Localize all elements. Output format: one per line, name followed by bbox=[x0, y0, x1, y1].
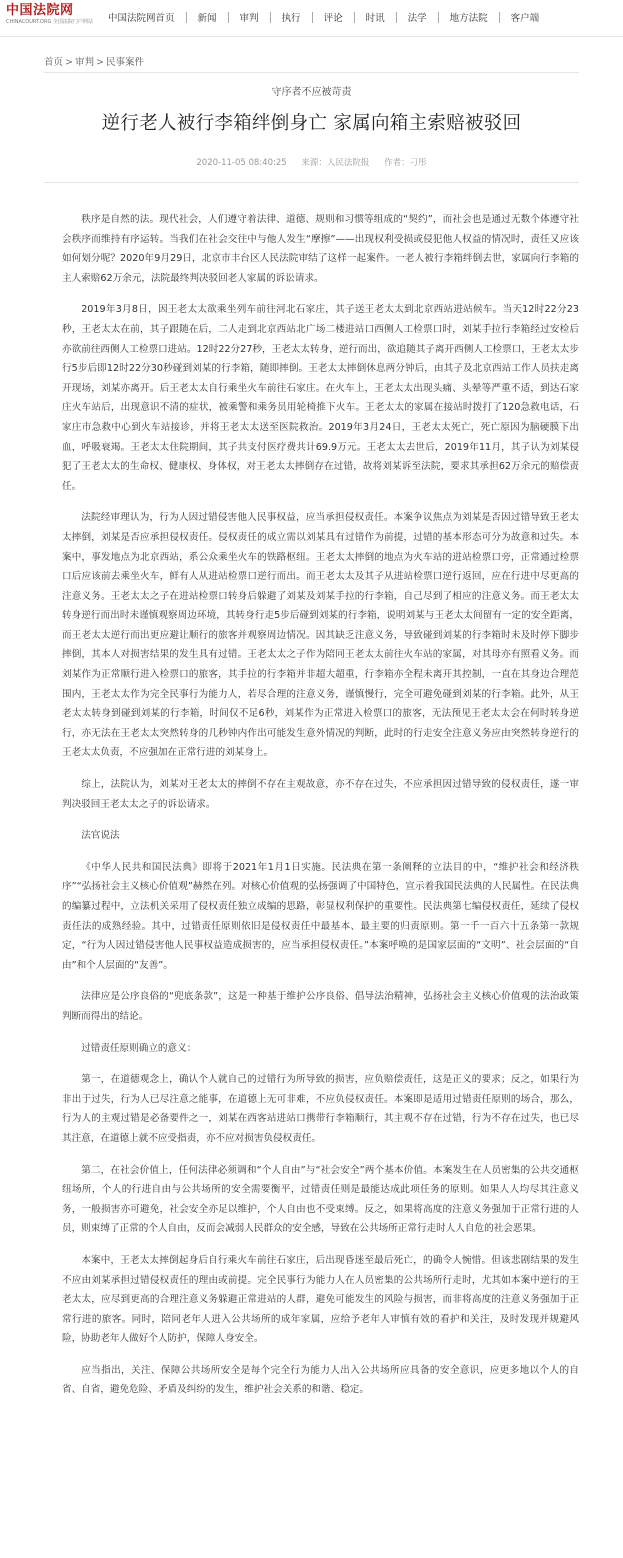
breadcrumb-trial[interactable]: 审判 bbox=[74, 57, 94, 68]
article-paragraph: 应当指出，关注、保障公共场所安全是每个完全行为能力人出入公共场所应具备的安全意识，应更多地以个人的自省、自省，避免危险、矛盾及纠纷的发生，维护社会关系的和谐、稳定。 bbox=[62, 1364, 579, 1396]
nav-divider bbox=[438, 12, 439, 23]
divider bbox=[44, 72, 579, 73]
breadcrumb-separator: > bbox=[96, 57, 104, 68]
breadcrumb bbox=[44, 54, 144, 68]
article-source: 来源：人民法院报 bbox=[301, 158, 370, 168]
nav-divider bbox=[499, 12, 500, 23]
article-paragraph: 法院经审理认为，行为人因过错侵害他人民事权益，应当承担侵权责任。本案争议焦点为刘某是否因过错导致王老太太摔倒，刘某是否应承担侵权责任。侵权责任的成立需以刘某具有过错作为前提，过错的基本形态可分为故意和过失。本案中，事发地点为北京西站，系公众乘坐火车的铁路枢纽。王老太太摔倒的地点为火车站的进站检票口旁，正常通过检票口后应该前去乘坐火车，鲜有人从进站检票口逆行而出。而王老太太及其子从进站检票口逆行返回，应在行进中尽更高的注意义务。王老太太之子在进站检票口转身后躲避了刘某及刘某手拉的行李箱，自己尽到了相应的注意义务。而王老太太转身逆行而出时未谨慎观察周边环境，其转身行走5步后碰到刘某的行李箱，说明刘某与王老太太间留有一定的安全距离，而王老太太逆行而出更应避让顺行的旅客并观察周边情况。因其缺乏注意义务，导致碰到刘某的行李箱时未及时停下脚步摔倒，其本人对损害结果的发生具有过错。王老太太之子作为陪同王老太太前往火车站的家属，对其母亦有照看义务。而刘某作为正常顺行进入检票口的旅客，其手拉的行李箱并非超大超重，行李箱亦全程未离开其控制，一直在其身边合理范围内，王老太太作为完全民事行为能力人，若尽合理的注意义务，谨慎慢行，完全可避免碰到刘某的行李箱。此外，从王老太太转身到碰到刘某的行李箱，时间仅不足6秒，刘某作为正常进入检票口的旅客，无法预见王老太太会在何时转身逆行，亦无法在王老太太突然转身的几秒钟内作出可能发生意外情况的判断，此时的行走安全注意义务应由突然转身逆行的王老太太负责，不应强加在正常行进的刘某身上。 bbox=[62, 512, 579, 759]
article-author: 作者：刁彤 bbox=[384, 158, 427, 168]
breadcrumb-home[interactable]: 首页 bbox=[44, 57, 64, 68]
nav-item-local-courts[interactable]: 地方法院 bbox=[449, 13, 488, 24]
nav-item-trial[interactable]: 审判 bbox=[239, 13, 259, 24]
nav-item-current-news[interactable]: 时讯 bbox=[365, 13, 385, 24]
site-logo[interactable] bbox=[6, 3, 94, 33]
nav-divider bbox=[186, 12, 187, 23]
article-paragraph: 秩序是自然的法。现代社会，人们遵守着法律、道德、规则和习惯等组成的“契约”，而社会也是通过无数个体遵守社会秩序而维持有序运转。当我们在社会交往中与他人发生“摩擦”——出现权利受损或侵犯他人权益的情况时，责任又应该如何划分呢？2020年9月29日，北京市丰台区人民法院审结了这样一起案件。一老人被行李箱绊倒去世，家属向行李箱的主人索赔62万余元，法院最终判决驳回老人家属的诉讼请求。 bbox=[62, 214, 579, 284]
article-meta bbox=[0, 156, 623, 168]
nav-item-enforcement[interactable]: 执行 bbox=[281, 13, 301, 24]
nav-divider bbox=[312, 12, 313, 23]
nav-item-home[interactable]: 中国法院网首页 bbox=[108, 13, 175, 24]
logo-text: 中国法院网 bbox=[6, 3, 74, 18]
nav-divider bbox=[270, 12, 271, 23]
top-navigation-bar bbox=[0, 0, 623, 37]
nav-divider bbox=[396, 12, 397, 23]
nav-divider bbox=[354, 12, 355, 23]
article-paragraph: 法律应是公序良俗的“兜底条款”，这是一种基于维护公序良俗、倡导法治精神，弘扬社会主义核心价值观的法治政策判断而得出的结论。 bbox=[62, 991, 579, 1022]
nav-item-commentary[interactable]: 评论 bbox=[323, 13, 343, 24]
nav-item-news[interactable]: 新闻 bbox=[197, 13, 217, 24]
publish-date: 2020-11-05 08:40:25 bbox=[196, 158, 287, 168]
breadcrumb-civil-cases[interactable]: 民事案件 bbox=[105, 57, 144, 68]
nav-divider bbox=[228, 12, 229, 23]
section-heading: 过错责任原则确立的意义： bbox=[81, 1042, 197, 1054]
article-paragraph: 本案中，王老太太摔倒起身后自行乘火车前往石家庄，后出现昏迷至最后死亡，的确令人惋惜。但该悲剧结果的发生不应由刘某承担过错侵权责任的理由或前提。完全民事行为能力人在人员密集的公共场所行走时，尤其如本案中逆行的王老太太，应尽到更高的合理注意义务躲避正常进站的人群，避免可能发生的风险与损害，而非将高度的注意义务强加于正常行进的旅客。同时，陪同老年人进入公共场所的成年家属，应给予老年人审慎有效的看护和关注，及时发现并规避风险，协助老年人做好个人防护，保障人身安全。 bbox=[62, 1254, 579, 1345]
article-subtitle: 守序者不应被苛责 bbox=[271, 87, 352, 98]
nav-item-client-app[interactable]: 客户端 bbox=[510, 13, 540, 24]
logo-subtitle: CHINACOURT.ORG 全国法院门户网站 bbox=[6, 19, 93, 25]
article-paragraph: 《中华人民共和国民法典》即将于2021年1月1日实施。民法典在第一条阐释的立法目的中，“维护社会和经济秩序”“弘扬社会主义核心价值观”赫然在列。对核心价值观的弘扬强调了中国特色，宣示着我国民法典的人民属性。在民法典的编纂过程中，立法机关采用了侵权责任独立成编的思路，彰显权利保护的重要性。民法典第七编侵权责任，延续了侵权责任法的成熟经验。其中，过错责任原则依旧是侵权责任中最基本、最主要的归责原则。第一千一百六十五条第一款规定，“行为人因过错侵害他人民事权益造成损害的，应当承担侵权责任。”本案呼唤的是国家层面的“文明”、社会层面的“自由”和个人层面的“友善”。 bbox=[62, 861, 579, 971]
breadcrumb-separator: > bbox=[65, 57, 73, 68]
article-title: 逆行老人被行李箱绊倒身亡 家属向箱主索赔被驳回 bbox=[101, 113, 522, 134]
divider bbox=[44, 182, 579, 183]
article-paragraph: 第二，在社会价值上，任何法律必须调和“个人自由”与“社会安全”两个基本价值。本案发生在人员密集的公共交通枢纽场所，个人的行进自由与公共场所的安全需要衡平，过错责任则是最能达成此项任务的原则。如果人人均尽其注意义务，一般损害亦可避免，社会安全亦足以维护，个人自由也不受束缚。反之，如果将高度的注意义务强加于正常行进的人员，则束缚了正常的个人自由，反而会减弱人民群众的安全感，导致在公共场所正常行走时人人自危的社会恶果。 bbox=[62, 1164, 579, 1235]
main-nav bbox=[108, 10, 539, 24]
article-paragraph: 综上，法院认为，刘某对王老太太的摔倒不存在主观故意，亦不存在过失，不应承担因过错导致的侵权责任，遂一审判决驳回王老太太之子的诉讼请求。 bbox=[62, 779, 579, 810]
article-paragraph: 第一，在道德观念上，确认个人就自己的过错行为所导致的损害，应负赔偿责任，这是正义的要求；反之，如果行为非出于过失，行为人已尽注意之能事，在道德上无可非难，不应负侵权责任。本案即是适用过错责任原则的场合，那么，行为人的主观过错是必备要件之一，刘某在西客站进站口携带行李箱顺行，其主观不存在过错，行为不存在过失，也已尽其注意，在道德上就不应受指责，亦不应对损害负侵权责任。 bbox=[62, 1074, 579, 1144]
article-body bbox=[62, 210, 579, 1412]
nav-item-law-studies[interactable]: 法学 bbox=[407, 13, 427, 24]
section-heading: 法官说法 bbox=[81, 830, 120, 842]
article-paragraph: 2019年3月8日，因王老太太欲乘坐列车前往河北石家庄，其子送王老太太到北京西站进站候车。当天12时22分23秒，王老太太在前，其子跟随在后，二人走到北京西站北广场二楼进站口西侧人工检票口时，刘某手拉行李箱经过安检后亦欲前往西侧人工检票口进站。12时22分27秒，王老太太转身，逆行而出，欲追随其子离开西侧人工检票口，王老太太步行5步后即12时22分30秒碰到刘某的行李箱，随即摔倒。王老太太摔倒休息两分钟后，由其子及北京西站工作人员扶走离开现场，刘某亦离开。后王老太太自行乘坐火车前往石家庄。在火车上，王老太太出现头痛、头晕等严重不适，到达石家庄火车站后，出现意识不清的症状，被乘警和乘务员用轮椅推下火车。王老太太的家属在接站时拨打了120急救电话，石家庄市急救中心到火车站接诊，并将王老太太送至医院救治。2019年3月24日，王老太太死亡，死亡原因为脑硬膜下出血，呼吸衰竭。王老太太住院期间，其子共支付医疗费共计69.9万元。王老太太去世后，2019年11月，其子认为刘某侵犯了王老太太的生命权、健康权、身体权，对王老太太摔倒存在过错，故将刘某诉至法院，要求其承担62万余元的赔偿责任。 bbox=[62, 304, 579, 492]
